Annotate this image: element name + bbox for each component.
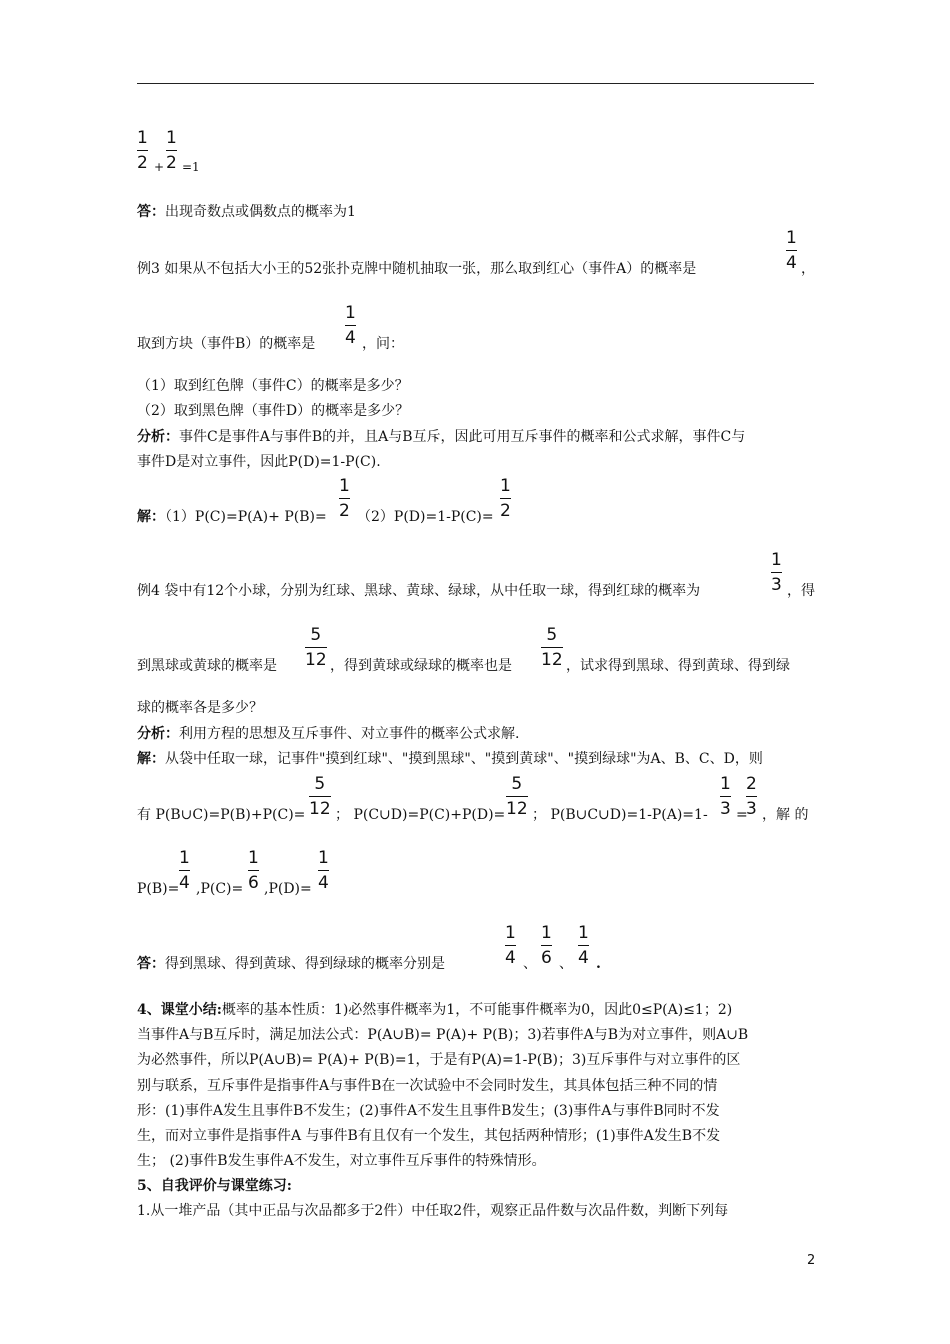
fraction: 1 2 <box>339 476 350 521</box>
summary-line: 为必然事件，所以P(A∪B)= P(A)+ P(B)=1，于是有P(A)=1-P(B)；3)互斥事件与对立事件的区 <box>137 1052 741 1068</box>
equation-segment: ，解 的 <box>762 807 809 823</box>
example-3-line-2-tail: ，问： <box>362 336 404 352</box>
summary: 4、课堂小结:概率的基本性质：1)必然事件概率为1，不可能事件概率为0，因此0≤P(A)≤1；2) <box>137 1002 733 1018</box>
equation-segment: ； P(C∪D)=P(C)+P(D)= <box>335 807 506 823</box>
equation-tail: =1 <box>182 160 200 174</box>
fraction: 1 2 <box>137 128 148 173</box>
example-4-analysis: 分析：利用方程的思想及互斥事件、对立事件的概率公式求解. <box>137 726 520 742</box>
fraction: 1 4 <box>179 848 190 893</box>
summary-line: 生； (2)事件B发生事件A不发生，对立事件互斥事件的特殊情形。 <box>137 1153 546 1169</box>
example-4-tail: ，得 <box>787 583 815 599</box>
example-4-line-3: 球的概率各是多少？ <box>137 700 263 716</box>
fraction: 1 3 <box>771 550 782 595</box>
fraction: 1 6 <box>541 923 552 968</box>
answer-1: 答：出现奇数点或偶数点的概率为1 <box>137 204 356 220</box>
example-3-line-2: 取到方块（事件B）的概率是 <box>137 336 316 352</box>
exercise-1: 1.从一堆产品（其中正品与次品都多于2件）中任取2件，观察正品件数与次品件数，判断下列每 <box>137 1203 729 1219</box>
header-rule <box>137 83 814 84</box>
separator: 、 <box>523 956 537 972</box>
solution-part-2: （2）P(D)=1-P(C)= <box>357 509 494 525</box>
period: . <box>596 956 601 972</box>
section-5-heading: 5、自我评价与课堂练习: <box>137 1178 292 1194</box>
fraction: 1 4 <box>505 923 516 968</box>
punctuation: ， <box>801 261 815 277</box>
fraction: 1 4 <box>786 228 797 273</box>
example-4-line-2-end: ，试求得到黑球、得到黄球、得到绿 <box>566 658 790 674</box>
summary-line: 当事件A与B互斥时，满足加法公式：P(A∪B)= P(A)+ P(B)；3)若事件A与B为对立事件，则A∪B <box>137 1027 749 1043</box>
example-3-analysis: 分析：事件C是事件A与事件B的并，且A与B互斥，因此可用互斥事件的概率和公式求解，事件C与 <box>137 429 746 445</box>
fraction: 1 4 <box>318 848 329 893</box>
plus-sign: + <box>154 160 165 174</box>
example-3-solution: 解：（1）P(C)=P(A)+ P(B)= <box>137 509 327 525</box>
separator: 、 <box>559 956 573 972</box>
example-4-line-2: 到黑球或黄球的概率是 <box>137 658 277 674</box>
example-3-analysis-2: 事件D是对立事件，因此P(D)=1-P(C). <box>137 454 381 470</box>
example-4-results: P(B)= <box>137 881 180 897</box>
example-3-question-2: （2）取到黑色牌（事件D）的概率是多少？ <box>137 403 410 419</box>
example-3-question-1: （1）取到红色牌（事件C）的概率是多少？ <box>137 378 409 394</box>
fraction: 1 2 <box>500 476 511 521</box>
page-number: 2 <box>807 1253 816 1268</box>
example-3-text: 例3 如果从不包括大小王的52张扑克牌中随机抽取一张，那么取到红心（事件A）的概率是 <box>137 261 697 277</box>
fraction: 5 12 <box>541 625 563 670</box>
summary-line: 别与联系，互斥事件是指事件A与事件B在一次试验中不会同时发生，其具体包括三种不同的情 <box>137 1078 718 1094</box>
fraction: 5 12 <box>309 774 331 819</box>
example-4-line-2-mid: ，得到黄球或绿球的概率也是 <box>330 658 512 674</box>
fraction: 1 4 <box>345 303 356 348</box>
summary-line: 形：(1)事件A发生且事件B不发生；(2)事件A不发生且事件B发生；(3)事件A与事件B同时不发 <box>137 1103 720 1119</box>
fraction: 1 6 <box>248 848 259 893</box>
fraction: 2 3 <box>746 774 757 819</box>
answer-4: 答：得到黑球、得到黄球、得到绿球的概率分别是 <box>137 956 445 972</box>
example-4-equations: 有 P(B∪C)=P(B)+P(C)= <box>137 807 306 823</box>
example-4-solution: 解：从袋中任取一球，记事件"摸到红球"、"摸到黑球"、"摸到黄球"、"摸到绿球"为A、B、C、D，则 <box>137 751 763 767</box>
result-segment: ,P(D)= <box>264 881 312 897</box>
fraction: 1 2 <box>166 128 177 173</box>
fraction: 1 4 <box>578 923 589 968</box>
fraction: 1 3 <box>720 774 731 819</box>
fraction: 5 12 <box>305 625 327 670</box>
example-4-text: 例4 袋中有12个小球，分别为红球、黑球、黄球、绿球，从中任取一球，得到红球的概率为 <box>137 583 701 599</box>
equals-sign: = <box>736 807 748 823</box>
fraction: 5 12 <box>506 774 528 819</box>
result-segment: ,P(C)= <box>196 881 244 897</box>
equation-segment: ； P(B∪C∪D)=1-P(A)=1- <box>532 807 708 823</box>
summary-line: 生，而对立事件是指事件A 与事件B有且仅有一个发生，其包括两种情形；(1)事件A发生B不发 <box>137 1128 721 1144</box>
